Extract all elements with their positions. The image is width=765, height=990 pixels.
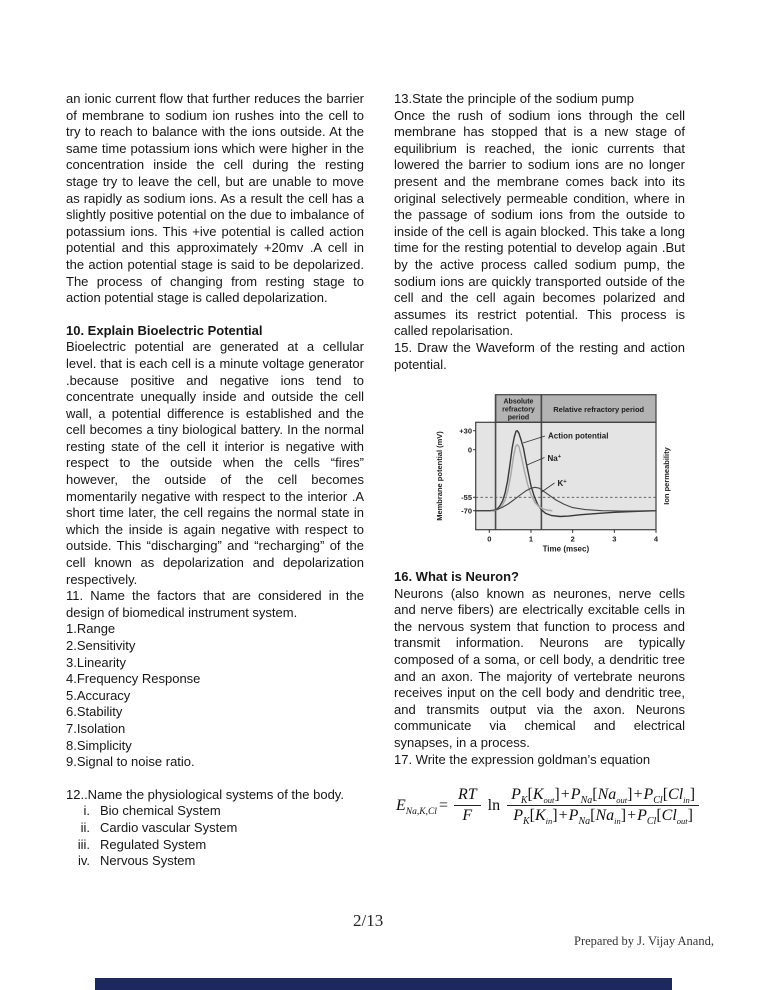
list-item (66, 820, 364, 837)
list-text: Bio chemical System (100, 803, 221, 819)
eq-term: $P_{Cl}[Cl_{in}]$ (643, 786, 696, 807)
list-item (66, 853, 364, 870)
list-marker: ii. (80, 819, 90, 835)
list-item (66, 803, 364, 820)
eq-term: $P_{Na}[Na_{out}]$ (570, 786, 633, 807)
left-column (66, 91, 364, 870)
svg-text:0: 0 (467, 445, 472, 455)
list-item: 2.Sensitivity (66, 638, 136, 653)
list-marker: iii. (77, 836, 90, 852)
list-item: 8.Simplicity (66, 737, 132, 753)
svg-text:Time (msec): Time (msec) (542, 544, 590, 554)
right-column (394, 91, 696, 828)
svg-text:0: 0 (487, 534, 492, 544)
intro-paragraph: an ionic current flow that further reduces the barrier of membrane to sodium ion rushes into the cell to try to reach to balance with the ions outside. At the same time potassium ions which were higher in the concentration inside the cell during the resting stage try to leave the cell, but are unable to move as rapidly as sodium ions. As a result the cell has a slightly positive potential on the due to imbalance of potassium ions. This +ive potential is called action potential and this approximately +20mv .A cell in the action potential stage is said to be depolarized. The process of changing from resting stage to action potential stage is called depolarization. (66, 91, 364, 306)
svg-text:Na+: Na+ (547, 453, 562, 464)
eq-numerator: $P_K[K_{out}]+P_{Na}[Na_{out}]+P_{Cl}[Cl_{in}]$ (507, 786, 699, 806)
eq-term: $P_K[K_{in}]$ (513, 807, 558, 828)
section-16-heading: 16. What is Neuron? (394, 569, 519, 585)
section-15-heading: 15. Draw the Waveform of the resting and action potential. (394, 339, 685, 372)
svg-text:Absolute: Absolute (503, 398, 534, 406)
svg-text:Action potential: Action potential (548, 431, 609, 441)
section-12-heading: 12..Name the physiological systems of the body. (66, 786, 344, 802)
svg-text:+30: +30 (459, 426, 472, 436)
footer-credit: Prepared by J. Vijay Anand, (574, 934, 714, 948)
list-item (66, 837, 364, 854)
section-13-body: Once the rush of sodium ions through the cell membrane has stopped that is a new stage of equilibrium is reached, the ionic currents that lowered the barrier to sodium ions are no longer present and the membrane comes back into its original selectively permeable condition, where in the passage of sodium ions from the outside to inside of the cell is again blocked. This take a long time for the resting potential to develop again .But by the active process called sodium pump, the sodium ions are quickly transported outside of the cell and the cell again becomes polarized and assumes its restrict potential. This process is called repolarisation. (394, 107, 685, 339)
list-text: Nervous System (100, 853, 196, 869)
eq-denominator: $P_K[K_{in}]+P_{Na}[Na_{in}]+P_{Cl}[Cl_{out}]$ (513, 807, 693, 828)
section-11-heading: 11. Name the factors that are considered in the design of biomedical instrument system. (66, 588, 364, 620)
waveform-chart (425, 391, 690, 557)
list-marker: iv. (77, 853, 90, 869)
svg-text:refractory: refractory (502, 406, 535, 414)
section-10-heading: 10. Explain Bioelectric Potential (66, 322, 263, 338)
eq-term: $P_{Na}[Na_{in}]$ (568, 807, 627, 828)
svg-text:K+: K+ (557, 478, 567, 489)
list-item: 4.Frequency Response (66, 671, 201, 687)
bottom-bar (95, 978, 672, 990)
section-16-body: Neurons (also known as neurones, nerve cells and nerve fibers) are electrically excitable cells in the nervous system that function to process and transmit information. Neurons are typically composed of a soma, or cell body, a dendritic tree and an axon. The majority of vertebrate neurons receives input on the cell body and dendritic tree, and transmits output via the axon. Neurons communicate via chemical and electrical synapses, in a process. (394, 585, 685, 751)
svg-text:3: 3 (612, 534, 617, 544)
list-text: Cardio vascular System (100, 819, 238, 835)
svg-text:4: 4 (653, 534, 659, 544)
list-text: Regulated System (100, 836, 207, 852)
eq-lhs: $E_{Na,K,Cl}$ (396, 796, 437, 817)
svg-text:-55: -55 (461, 492, 472, 502)
eq-main-fraction (507, 786, 699, 828)
section-17-heading: 17. Write the expression goldman’s equation (394, 751, 651, 767)
list-item: 6.Stability (66, 704, 123, 720)
eq-rt-over-f: $\frac{RT}{F}$ (454, 786, 481, 825)
equals-sign: = (438, 796, 448, 814)
svg-text:period: period (507, 414, 530, 422)
svg-text:2: 2 (570, 534, 575, 544)
goldman-equation (396, 786, 696, 828)
svg-text:-70: -70 (461, 506, 472, 516)
list-item: 3.Linearity (66, 654, 126, 670)
list-item: 1.Range (66, 621, 116, 637)
section-13-heading: 13.State the principle of the sodium pump (394, 91, 634, 106)
list-marker: i. (83, 803, 90, 819)
list-item: 5.Accuracy (66, 687, 131, 703)
waveform-chart-svg (425, 391, 690, 557)
page-number: 2/13 (353, 911, 384, 930)
svg-text:Membrane potential (mV): Membrane potential (mV) (435, 431, 444, 521)
svg-text:Ion permeability: Ion permeability (662, 447, 671, 505)
section-10-body: Bioelectric potential are generated at a cellular level. that is each cell is a minute voltage generator .because positive and negative ions tend to concentrate unequally inside and outside the cell wall, a potential difference is established and the cell becomes a tiny biological battery. In the normal resting state of the cell it interior is negative with respect to the outside when the cells “fires” however, the outside of the cell becomes momentarily negative with respect to the interior .A short time later, the cell regains the normal state in which the inside is again negative with respect to outside. This “discharging” and “recharging” of the cell known as depolarization and depolarization respectively. (66, 339, 364, 587)
svg-text:1: 1 (528, 534, 534, 544)
eq-term: $P_K[K_{out}]$ (511, 786, 560, 807)
list-item: 9.Signal to noise ratio. (66, 754, 195, 770)
eq-term: $P_{Cl}[Cl_{out}]$ (637, 807, 693, 828)
ln-operator: ln (487, 796, 501, 814)
svg-text:Relative refractory period: Relative refractory period (553, 404, 645, 414)
list-item: 7.Isolation (66, 720, 126, 736)
